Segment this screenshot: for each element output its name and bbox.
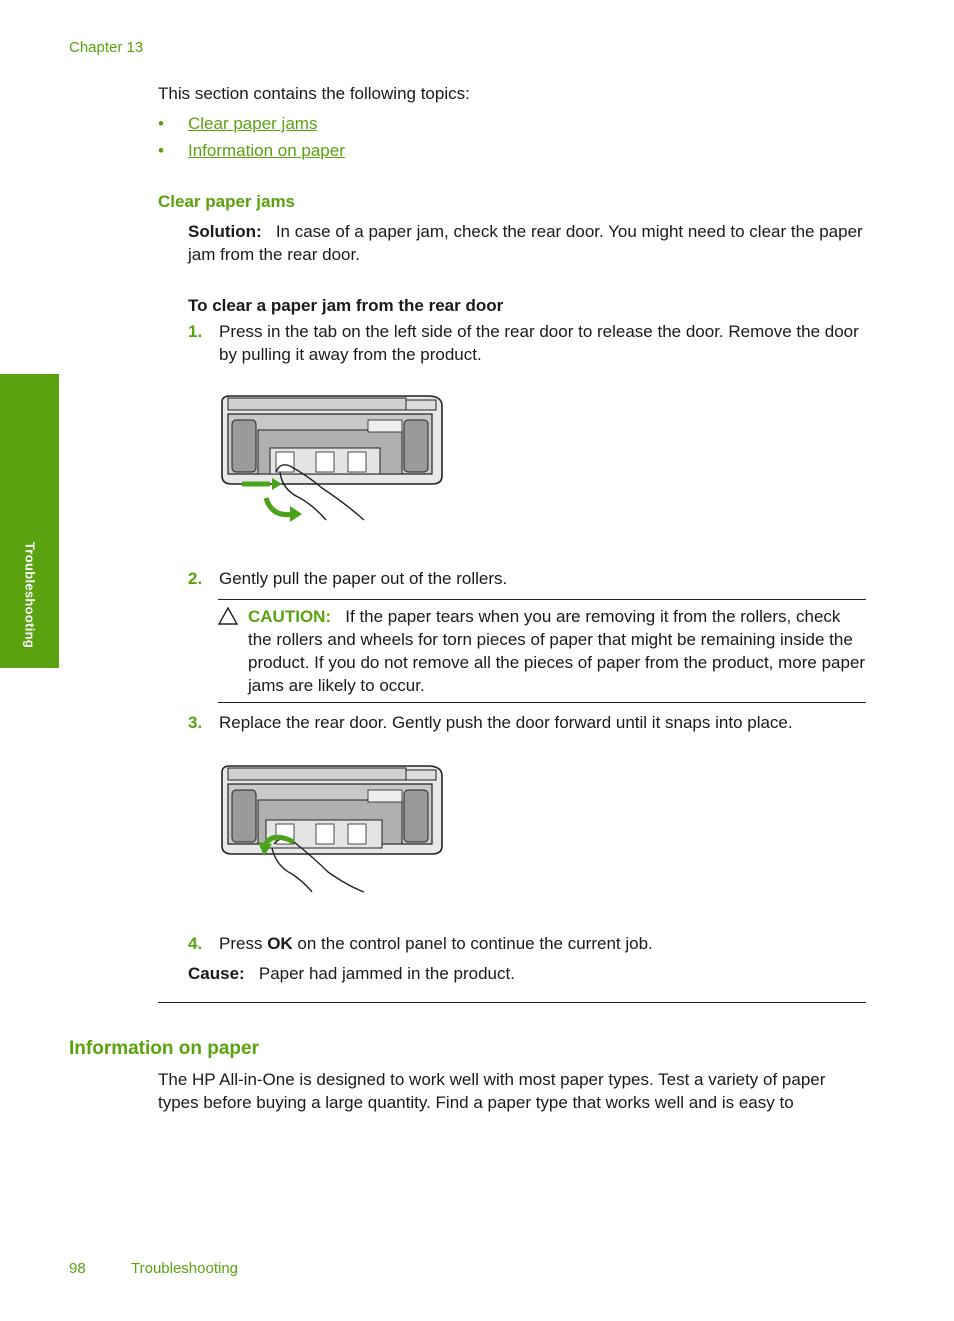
step-number: 4. xyxy=(188,934,203,953)
step-text-post: on the control panel to continue the current job. xyxy=(292,934,653,953)
step-2 xyxy=(188,567,868,590)
section-divider xyxy=(158,1002,866,1003)
step-text-pre: Press xyxy=(219,934,268,953)
solution-text: In case of a paper jam, check the rear door. You might need to clear the paper jam from the rear door. xyxy=(188,222,863,264)
bullet: • xyxy=(158,141,164,160)
bullet: • xyxy=(158,114,164,133)
link-clear-paper-jams[interactable]: Clear paper jams xyxy=(188,114,318,133)
caution-label: CAUTION: xyxy=(248,607,332,626)
topic-list xyxy=(158,112,345,166)
cause-label: Cause: xyxy=(188,964,245,983)
step-1 xyxy=(188,320,868,366)
intro-text: This section contains the following topics: xyxy=(158,84,470,103)
caution-top-rule xyxy=(218,599,866,600)
side-tab-label: Troubleshooting xyxy=(22,541,38,649)
solution-paragraph xyxy=(188,220,868,266)
footer-title: Troubleshooting xyxy=(131,1260,239,1277)
cause-paragraph xyxy=(188,962,868,985)
procedure-title: To clear a paper jam from the rear door xyxy=(188,296,504,315)
step-4 xyxy=(188,932,868,955)
chapter-header: Chapter 13 xyxy=(69,39,144,56)
toc-item xyxy=(158,112,345,139)
caution-text: If the paper tears when you are removing it from the rollers, check the rollers and wheels for torn pieces of paper that might be remaining inside the product. If you do not remove all the pieces of paper from the product, more paper jams are likely to occur. xyxy=(248,607,866,695)
caution-body xyxy=(248,605,868,697)
caution-triangle-icon xyxy=(218,607,238,625)
solution-label: Solution: xyxy=(188,222,262,241)
printer-illustration-door-removal xyxy=(218,392,448,527)
step-text: Press in the tab on the left side of the rear door to release the door. Remove the door by pulling it away from the product. xyxy=(219,322,859,364)
link-information-on-paper[interactable]: Information on paper xyxy=(188,141,345,160)
step-3 xyxy=(188,711,868,734)
toc-item xyxy=(158,139,345,166)
caution-bottom-rule xyxy=(218,702,866,703)
ok-button-ref: OK xyxy=(267,934,293,953)
cause-text: Paper had jammed in the product. xyxy=(258,964,515,983)
page-number: 98 xyxy=(69,1260,86,1277)
step-text: Replace the rear door. Gently push the door forward until it snaps into place. xyxy=(219,713,793,732)
step-number: 3. xyxy=(188,713,203,732)
section-heading-clear-paper-jams: Clear paper jams xyxy=(158,192,296,211)
step-text: Gently pull the paper out of the rollers. xyxy=(219,569,508,588)
section-heading-information-on-paper: Information on paper xyxy=(69,1038,259,1059)
information-paragraph: The HP All-in-One is designed to work well with most paper types. Test a variety of paper types before buying a large quantity. Find a paper type that works well and is easy to xyxy=(158,1070,826,1112)
step-number: 1. xyxy=(188,322,203,341)
step-number: 2. xyxy=(188,569,203,588)
printer-illustration-door-replace xyxy=(218,762,448,897)
